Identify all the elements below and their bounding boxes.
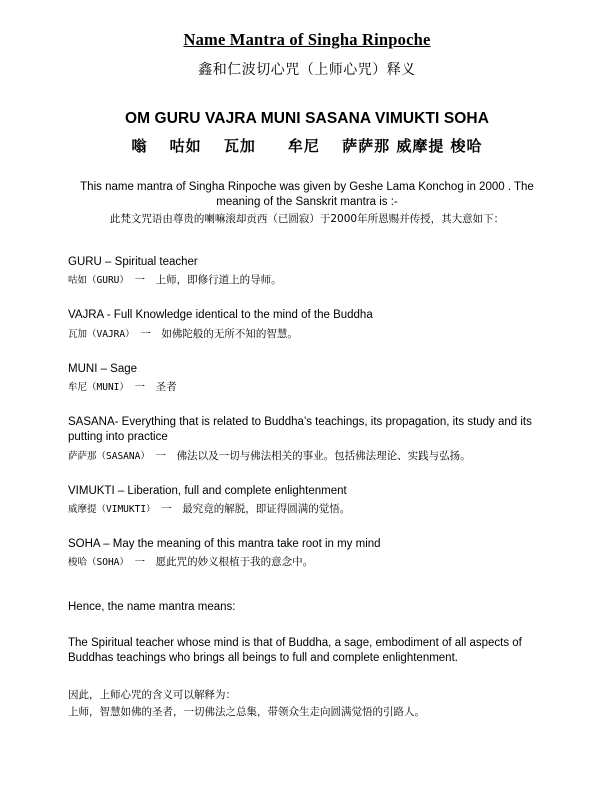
entry-vajra-chinese-text: 一 如佛陀般的无所不知的智慧。 <box>129 327 298 340</box>
entry-muni <box>68 362 546 395</box>
entry-vimukti-chinese-label: 威摩提（VIMUKTI） <box>68 503 151 515</box>
entry-vajra <box>68 308 546 341</box>
entry-soha-chinese-label: 梭哈（SOHA） <box>68 557 125 569</box>
mantra-chinese: 嗡 咕如 瓦加 牟尼 萨萨那 威摩提 梭哈 <box>131 137 483 155</box>
entry-guru-chinese-label: 咕如（GURU） <box>68 275 125 287</box>
entry-guru-chinese <box>68 273 546 288</box>
entry-muni-chinese-label: 牟尼（MUNI） <box>68 382 125 393</box>
entry-muni-english: MUNI – Sage <box>68 362 138 375</box>
entry-vajra-chinese <box>68 327 546 342</box>
entry-vimukti-chinese-text: 一 最究竟的解脱，即证得圆满的觉悟。 <box>150 502 351 515</box>
summary-chinese-line-2: 上师，智慧如佛的圣者，一切佛法之总集，带领众生走向圆满觉悟的引路人。 <box>68 705 425 718</box>
entry-sasana-chinese <box>68 449 546 464</box>
entry-vajra-english: VAJRA - Full Knowledge identical to the mind of the Buddha <box>68 309 373 322</box>
entry-guru <box>68 255 546 288</box>
summary-chinese-line-1: 因此，上师心咒的含义可以解释为： <box>68 689 236 702</box>
entry-soha-chinese <box>68 555 546 570</box>
entry-vimukti <box>68 484 546 517</box>
entry-vimukti-chinese <box>68 502 546 517</box>
entry-soha <box>68 537 546 570</box>
entry-soha-english: SOHA – May the meaning of this mantra take root in my mind <box>68 538 381 551</box>
entry-vajra-chinese-label: 瓦加（VAJRA） <box>68 328 130 340</box>
intro-paragraph: This name mantra of Singha Rinpoche was given by Geshe Lama Konchog in 2000 . The meaning of the Sanskrit mantra is :- <box>80 181 534 208</box>
entry-sasana-chinese-text: 一 佛法以及一切与佛法相关的事业。包括佛法理论、实践与弘扬。 <box>145 449 471 462</box>
entry-sasana-chinese-label: 萨萨那（SASANA） <box>68 450 146 462</box>
hence-line: Hence, the name mantra means: <box>68 600 236 613</box>
page-title: Name Mantra of Singha Rinpoche <box>183 30 431 49</box>
entry-soha-chinese-text: 一 愿此咒的妙义根植于我的意念中。 <box>124 556 314 569</box>
intro-paragraph-chinese: 此梵文咒语由尊贵的喇嘛滚却贡西（已圆寂）于2000年所恩赐并传授，其大意如下： <box>109 212 505 225</box>
entry-sasana-english: SASANA- Everything that is related to Buddha’s teachings, its propagation, its study and its putting into practice <box>68 416 532 444</box>
page-title-chinese: 鑫和仁波切心咒（上师心咒）释义 <box>198 62 416 78</box>
entry-guru-english: GURU – Spiritual teacher <box>68 256 198 269</box>
entry-vimukti-english: VIMUKTI – Liberation, full and complete enlightenment <box>68 484 347 497</box>
summary-english: The Spiritual teacher whose mind is that of Buddha, a sage, embodiment of all aspects of Buddhas teachings who brings all beings to full and complete enlightenment. <box>68 636 522 665</box>
entry-guru-chinese-text: 一 上师，即修行道上的导师。 <box>124 274 282 287</box>
entry-sasana <box>68 415 546 464</box>
entry-muni-chinese-text: 一 圣者 <box>124 381 177 393</box>
entry-muni-chinese <box>68 380 546 395</box>
mantra-transliteration: OM GURU VAJRA MUNI SASANA VIMUKTI SOHA <box>124 110 490 127</box>
